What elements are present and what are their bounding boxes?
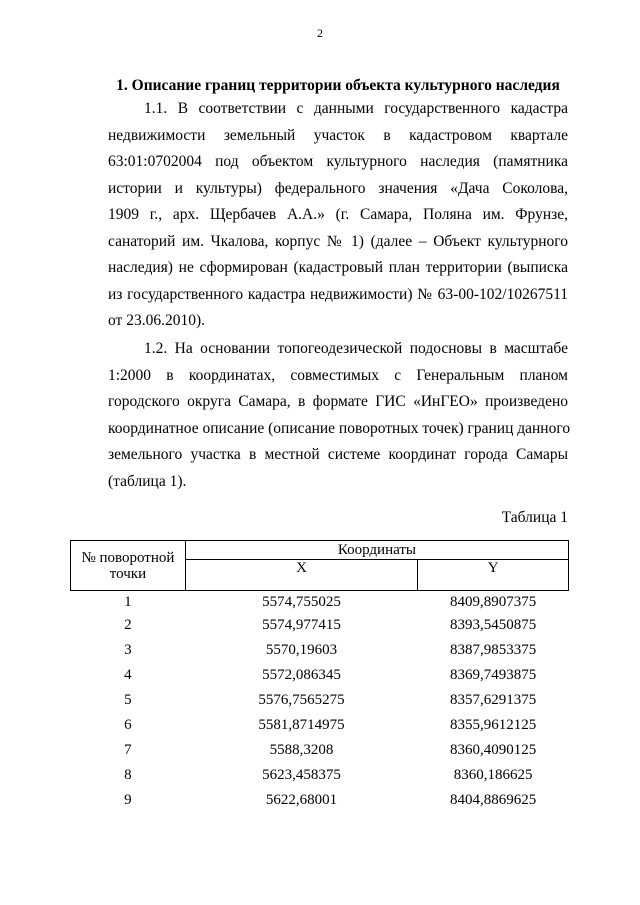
point-number: 8 [124, 767, 132, 783]
x-value: 5574,977415 [262, 617, 341, 633]
point-number: 2 [124, 617, 132, 633]
paragraph-line: из государственного кадастра недвижимости) № 63-00-102/10267511 [108, 285, 568, 303]
paragraph-line: координатное описание (описание поворотных точек) границ данного [108, 419, 571, 437]
paragraph-line: недвижимости земельный участок в кадастровом квартале [108, 126, 568, 144]
point-number: 3 [124, 642, 132, 658]
point-number: 6 [124, 717, 132, 733]
table-row [71, 613, 569, 638]
table-row [71, 688, 569, 713]
x-value: 5588,3208 [269, 742, 334, 758]
paragraph-line: истории и культуры) федерального значения «Дача Соколова, [108, 179, 568, 197]
paragraph-1 [108, 96, 568, 335]
x-value: 5622,68001 [265, 792, 338, 808]
coordinates-header: Координаты [185, 541, 568, 560]
page-number: 2 [317, 26, 323, 40]
point-number: 5 [124, 692, 132, 708]
point-number: 9 [124, 792, 132, 808]
point-number: 4 [124, 667, 132, 683]
paragraph-2 [108, 336, 571, 495]
y-value: 8393,5450875 [450, 617, 537, 633]
table-row [71, 591, 569, 614]
x-value: 5574,755025 [262, 594, 341, 610]
section-title: 1. Описание границ территории объекта культурного наследия [116, 77, 560, 94]
y-value: 8387,9853375 [450, 642, 537, 658]
point-number: 1 [124, 594, 132, 610]
paragraph-line: 1:2000 в координатах, совместимых с Генеральным планом [108, 366, 568, 384]
table-row [71, 788, 569, 813]
paragraph-line: 1.1. В соответствии с данными государственного кадастра [144, 100, 568, 117]
point-number: 7 [124, 742, 132, 758]
x-header: X [185, 560, 417, 591]
y-value: 8357,6291375 [450, 692, 537, 708]
paragraph-line: 1909 г., арх. Щербачев А.А.» (г. Самара, Поляна им. Фрунзе, [108, 206, 568, 223]
table-row [71, 713, 569, 738]
x-value: 5576,7565275 [258, 692, 345, 708]
coordinates-table [70, 540, 569, 813]
x-value: 5572,086345 [262, 667, 341, 683]
paragraph-line: 63:01:0702004 под объектом культурного наследия (памятника [108, 153, 568, 170]
y-value: 8360,186625 [453, 767, 533, 783]
paragraph-line: (таблица 1). [108, 472, 187, 490]
paragraph-line: 1.2. На основании топогеодезической подосновы в масштабе [144, 340, 568, 357]
point-number-header: № поворотной точки [71, 541, 186, 591]
y-value: 8360,4090125 [450, 742, 537, 758]
y-value: 8355,9612125 [450, 717, 537, 733]
paragraph-line: от 23.06.2010). [108, 312, 205, 329]
paragraph-line: санаторий им. Чкалова, корпус № 1) (далее – Объект культурного [108, 232, 568, 250]
y-value: 8404,8869625 [450, 792, 537, 808]
paragraph-line: земельного участка в местной системе координат города Самары [108, 446, 568, 463]
x-value: 5623,458375 [262, 767, 341, 783]
x-value: 5581,8714975 [258, 717, 345, 733]
x-value: 5570,19603 [265, 642, 338, 658]
table-row [71, 763, 569, 788]
paragraph-line: городского округа Самара, в формате ГИС «ИнГЕО» произведено [108, 393, 568, 410]
y-value: 8409,8907375 [450, 594, 537, 610]
table-caption: Таблица 1 [501, 509, 568, 526]
table-row [71, 738, 569, 763]
paragraph-line: наследия) не сформирован (кадастровый план территории (выписка [108, 259, 568, 276]
y-value: 8369,7493875 [450, 667, 537, 683]
y-header: Y [418, 560, 569, 591]
table-row [71, 663, 569, 688]
table-row [71, 638, 569, 663]
